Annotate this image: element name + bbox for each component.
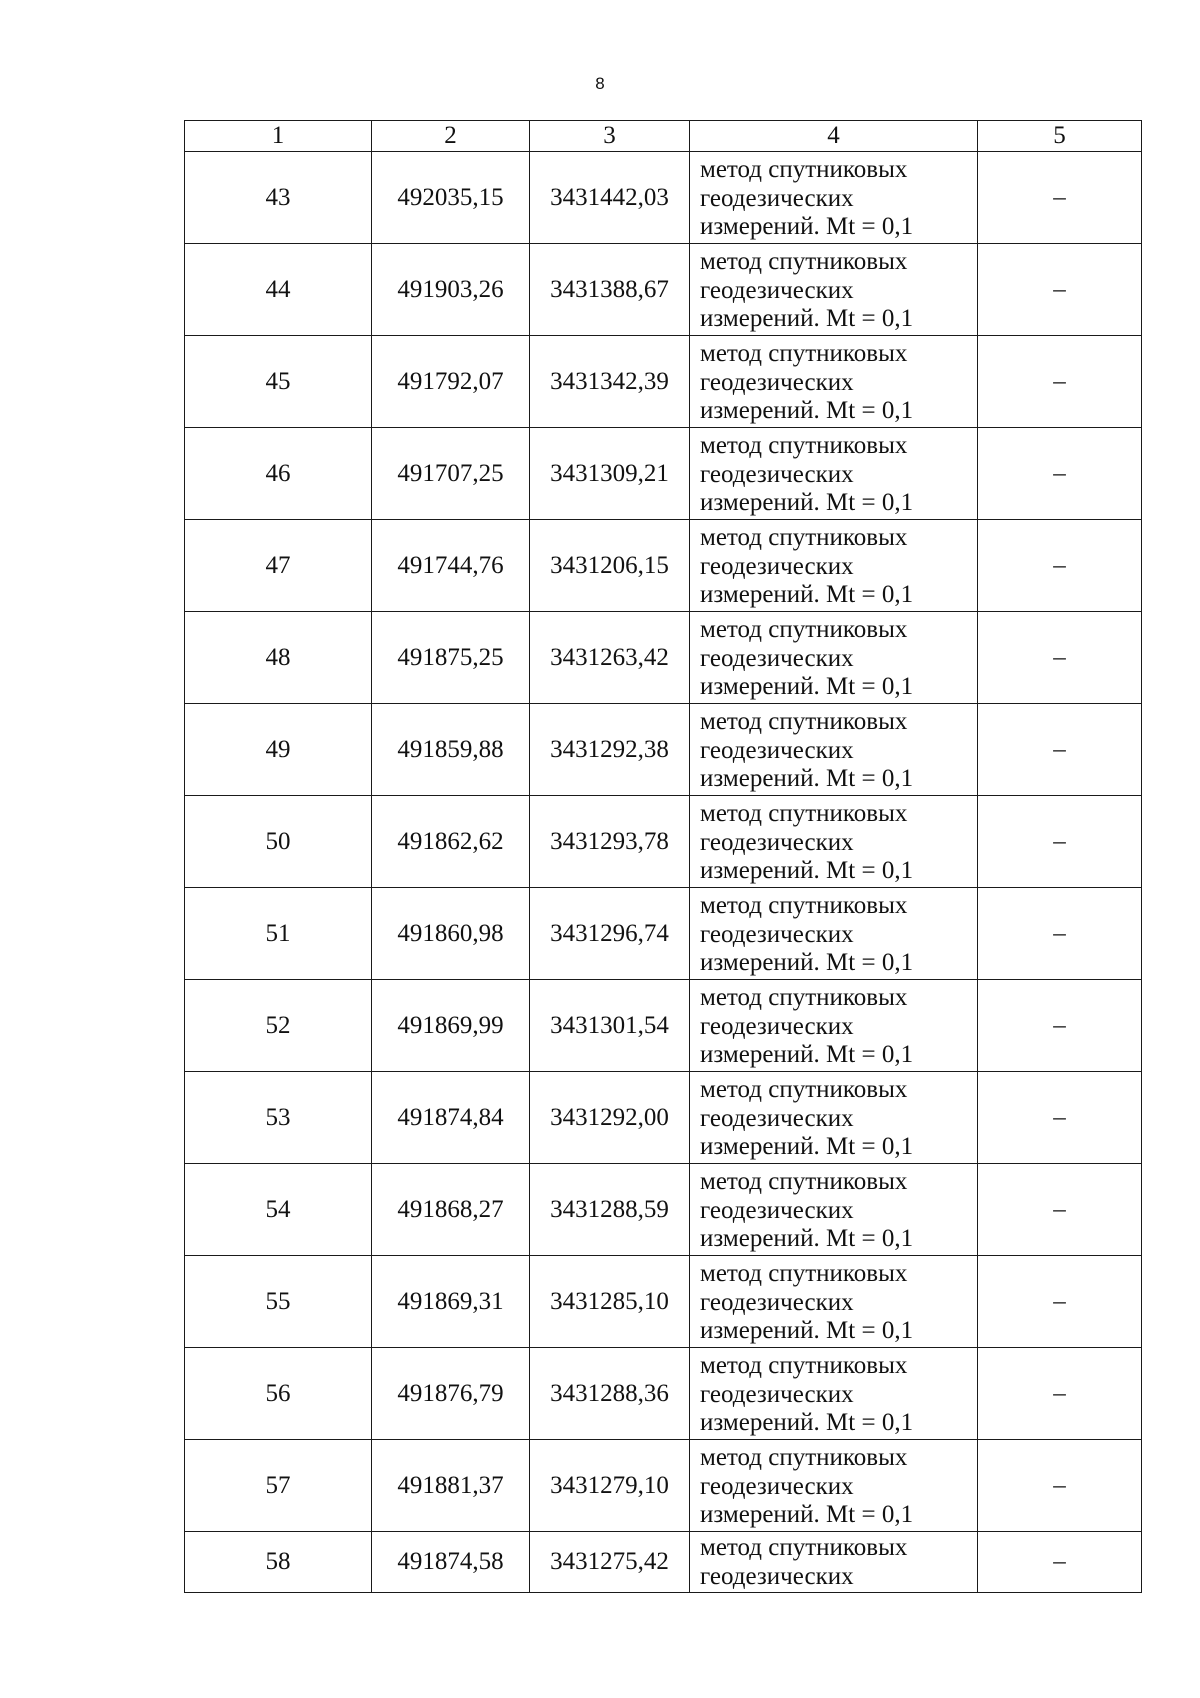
table-row bbox=[185, 1440, 1142, 1532]
table-row bbox=[185, 612, 1142, 704]
method-line: геодезических bbox=[700, 1288, 854, 1316]
method-line: метод спутниковых bbox=[700, 1534, 908, 1561]
method-line: геодезических bbox=[700, 184, 854, 212]
method-cell bbox=[690, 152, 978, 244]
method-line: метод спутниковых bbox=[700, 155, 908, 183]
method-cell bbox=[690, 520, 978, 612]
table-row bbox=[185, 336, 1142, 428]
x-coordinate-cell: 491744,76 bbox=[372, 520, 530, 612]
method-line: геодезических bbox=[700, 368, 854, 396]
method-cell bbox=[690, 1072, 978, 1164]
x-coordinate-cell: 491881,37 bbox=[372, 1440, 530, 1532]
method-line: измерений. Mt = 0,1 bbox=[700, 1224, 914, 1252]
y-coordinate-cell: 3431301,54 bbox=[530, 980, 690, 1072]
note-cell: – bbox=[978, 612, 1142, 704]
method-cell bbox=[690, 796, 978, 888]
method-cell bbox=[690, 244, 978, 336]
method-cell bbox=[690, 428, 978, 520]
point-number-cell: 49 bbox=[185, 704, 372, 796]
table-row bbox=[185, 980, 1142, 1072]
method-line: измерений. Mt = 0,1 bbox=[700, 948, 914, 976]
point-number-cell: 43 bbox=[185, 152, 372, 244]
method-cell bbox=[690, 704, 978, 796]
method-line: метод спутниковых bbox=[700, 1075, 908, 1103]
x-coordinate-cell: 491903,26 bbox=[372, 244, 530, 336]
method-line: геодезических bbox=[700, 1563, 854, 1590]
point-number-cell: 58 bbox=[185, 1532, 372, 1593]
note-cell: – bbox=[978, 1256, 1142, 1348]
method-line: метод спутниковых bbox=[700, 707, 908, 735]
method-line: измерений. Mt = 0,1 bbox=[700, 856, 914, 884]
point-number-cell: 47 bbox=[185, 520, 372, 612]
note-cell: – bbox=[978, 520, 1142, 612]
x-coordinate-cell: 491868,27 bbox=[372, 1164, 530, 1256]
method-line: измерений. Mt = 0,1 bbox=[700, 488, 914, 516]
method-line: измерений. Mt = 0,1 bbox=[700, 1316, 914, 1344]
y-coordinate-cell: 3431206,15 bbox=[530, 520, 690, 612]
method-cell bbox=[690, 1164, 978, 1256]
header-col-2: 2 bbox=[372, 121, 530, 152]
table-row bbox=[185, 888, 1142, 980]
point-number-cell: 56 bbox=[185, 1348, 372, 1440]
x-coordinate-cell: 491874,84 bbox=[372, 1072, 530, 1164]
method-line: измерений. Mt = 0,1 bbox=[700, 1132, 914, 1160]
y-coordinate-cell: 3431442,03 bbox=[530, 152, 690, 244]
x-coordinate-cell: 491860,98 bbox=[372, 888, 530, 980]
note-cell: – bbox=[978, 152, 1142, 244]
y-coordinate-cell: 3431288,59 bbox=[530, 1164, 690, 1256]
table-header bbox=[185, 121, 1142, 152]
method-line: метод спутниковых bbox=[700, 1351, 908, 1379]
note-cell: – bbox=[978, 888, 1142, 980]
y-coordinate-cell: 3431296,74 bbox=[530, 888, 690, 980]
point-number-cell: 55 bbox=[185, 1256, 372, 1348]
coordinates-table bbox=[184, 120, 1142, 1593]
y-coordinate-cell: 3431292,00 bbox=[530, 1072, 690, 1164]
note-cell: – bbox=[978, 1532, 1142, 1593]
y-coordinate-cell: 3431288,36 bbox=[530, 1348, 690, 1440]
method-line: измерений. Mt = 0,1 bbox=[700, 764, 914, 792]
method-cell bbox=[690, 1532, 978, 1593]
table-row bbox=[185, 704, 1142, 796]
method-line: метод спутниковых bbox=[700, 523, 908, 551]
point-number-cell: 44 bbox=[185, 244, 372, 336]
note-cell: – bbox=[978, 980, 1142, 1072]
method-cell bbox=[690, 1256, 978, 1348]
method-line: геодезических bbox=[700, 736, 854, 764]
method-line: метод спутниковых bbox=[700, 1167, 908, 1195]
note-cell: – bbox=[978, 244, 1142, 336]
table-row bbox=[185, 520, 1142, 612]
table-row bbox=[185, 428, 1142, 520]
method-line: измерений. Mt = 0,1 bbox=[700, 1500, 914, 1528]
table-body bbox=[185, 152, 1142, 1593]
note-cell: – bbox=[978, 704, 1142, 796]
method-line: измерений. Mt = 0,1 bbox=[700, 212, 914, 240]
note-cell: – bbox=[978, 1072, 1142, 1164]
method-cell bbox=[690, 980, 978, 1072]
method-line: метод спутниковых bbox=[700, 1259, 908, 1287]
point-number-cell: 50 bbox=[185, 796, 372, 888]
method-line: метод спутниковых bbox=[700, 431, 908, 459]
method-line: измерений. Mt = 0,1 bbox=[700, 396, 914, 424]
method-line: геодезических bbox=[700, 1472, 854, 1500]
method-line: геодезических bbox=[700, 1012, 854, 1040]
method-line: геодезических bbox=[700, 1380, 854, 1408]
method-cell bbox=[690, 336, 978, 428]
x-coordinate-cell: 491859,88 bbox=[372, 704, 530, 796]
point-number-cell: 51 bbox=[185, 888, 372, 980]
table-row bbox=[185, 1348, 1142, 1440]
method-line: метод спутниковых bbox=[700, 1443, 908, 1471]
point-number-cell: 57 bbox=[185, 1440, 372, 1532]
point-number-cell: 45 bbox=[185, 336, 372, 428]
method-line: геодезических bbox=[700, 276, 854, 304]
method-cell bbox=[690, 1440, 978, 1532]
y-coordinate-cell: 3431342,39 bbox=[530, 336, 690, 428]
method-line: измерений. Mt = 0,1 bbox=[700, 1408, 914, 1436]
table-row bbox=[185, 1532, 1142, 1593]
method-line: метод спутниковых bbox=[700, 891, 908, 919]
page-number: 8 bbox=[595, 74, 605, 93]
table-row bbox=[185, 1072, 1142, 1164]
note-cell: – bbox=[978, 1164, 1142, 1256]
y-coordinate-cell: 3431279,10 bbox=[530, 1440, 690, 1532]
table-row bbox=[185, 152, 1142, 244]
note-cell: – bbox=[978, 336, 1142, 428]
header-col-3: 3 bbox=[530, 121, 690, 152]
method-line: геодезических bbox=[700, 920, 854, 948]
x-coordinate-cell: 491876,79 bbox=[372, 1348, 530, 1440]
method-line: геодезических bbox=[700, 460, 854, 488]
x-coordinate-cell: 492035,15 bbox=[372, 152, 530, 244]
method-line: метод спутниковых bbox=[700, 799, 908, 827]
x-coordinate-cell: 491707,25 bbox=[372, 428, 530, 520]
header-col-1: 1 bbox=[185, 121, 372, 152]
note-cell: – bbox=[978, 796, 1142, 888]
y-coordinate-cell: 3431309,21 bbox=[530, 428, 690, 520]
y-coordinate-cell: 3431388,67 bbox=[530, 244, 690, 336]
x-coordinate-cell: 491792,07 bbox=[372, 336, 530, 428]
y-coordinate-cell: 3431285,10 bbox=[530, 1256, 690, 1348]
note-cell: – bbox=[978, 1440, 1142, 1532]
point-number-cell: 48 bbox=[185, 612, 372, 704]
method-line: измерений. Mt = 0,1 bbox=[700, 580, 914, 608]
x-coordinate-cell: 491875,25 bbox=[372, 612, 530, 704]
table-row bbox=[185, 1164, 1142, 1256]
method-line: геодезических bbox=[700, 828, 854, 856]
x-coordinate-cell: 491874,58 bbox=[372, 1532, 530, 1593]
header-row bbox=[185, 121, 1142, 152]
method-line: геодезических bbox=[700, 644, 854, 672]
method-line: метод спутниковых bbox=[700, 615, 908, 643]
point-number-cell: 46 bbox=[185, 428, 372, 520]
note-cell: – bbox=[978, 428, 1142, 520]
method-cell bbox=[690, 888, 978, 980]
table-row bbox=[185, 796, 1142, 888]
method-line: измерений. Mt = 0,1 bbox=[700, 1040, 914, 1068]
point-number-cell: 54 bbox=[185, 1164, 372, 1256]
x-coordinate-cell: 491869,31 bbox=[372, 1256, 530, 1348]
y-coordinate-cell: 3431293,78 bbox=[530, 796, 690, 888]
method-line: метод спутниковых bbox=[700, 247, 908, 275]
y-coordinate-cell: 3431292,38 bbox=[530, 704, 690, 796]
method-line: геодезических bbox=[700, 1104, 854, 1132]
method-cell bbox=[690, 612, 978, 704]
header-col-4: 4 bbox=[690, 121, 978, 152]
header-col-5: 5 bbox=[978, 121, 1142, 152]
table-row bbox=[185, 1256, 1142, 1348]
point-number-cell: 53 bbox=[185, 1072, 372, 1164]
method-line: геодезических bbox=[700, 1196, 854, 1224]
method-line: метод спутниковых bbox=[700, 339, 908, 367]
method-line: метод спутниковых bbox=[700, 983, 908, 1011]
method-line: геодезических bbox=[700, 552, 854, 580]
table-row bbox=[185, 244, 1142, 336]
y-coordinate-cell: 3431275,42 bbox=[530, 1532, 690, 1593]
point-number-cell: 52 bbox=[185, 980, 372, 1072]
note-cell: – bbox=[978, 1348, 1142, 1440]
method-line: измерений. Mt = 0,1 bbox=[700, 672, 914, 700]
method-line: измерений. Mt = 0,1 bbox=[700, 304, 914, 332]
x-coordinate-cell: 491862,62 bbox=[372, 796, 530, 888]
x-coordinate-cell: 491869,99 bbox=[372, 980, 530, 1072]
y-coordinate-cell: 3431263,42 bbox=[530, 612, 690, 704]
method-cell bbox=[690, 1348, 978, 1440]
